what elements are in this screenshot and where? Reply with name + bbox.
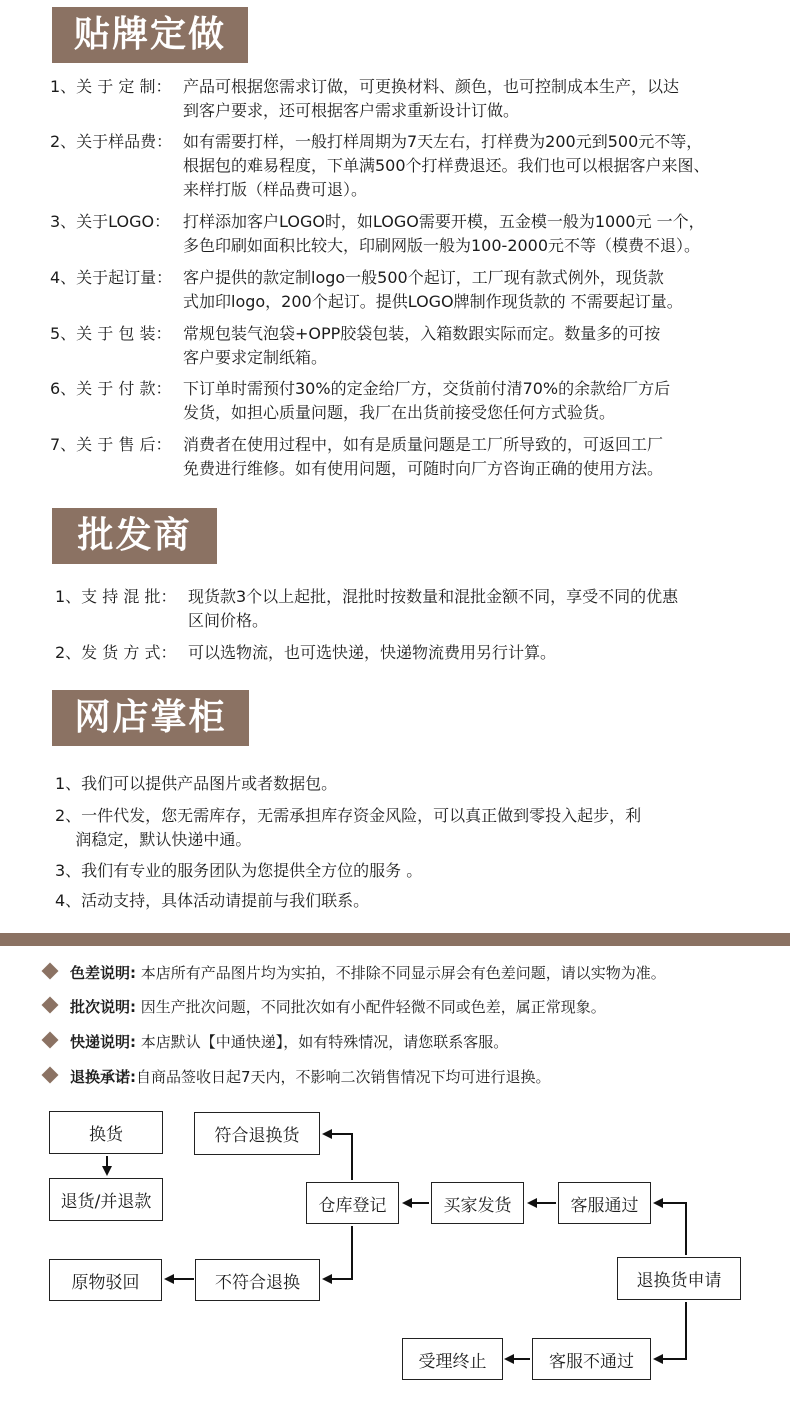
flow-box-exchange: 换货 [49, 1111, 163, 1154]
item-text-line: 到客户要求，还可根据客户需求重新设计订做。 [183, 101, 520, 120]
item-text-line: 区间价格。 [188, 611, 269, 630]
flow-box-not-qualified: 不符合退换 [195, 1259, 320, 1301]
arrow-apply-to-cs-pass [655, 1203, 686, 1255]
item-text-line: 客户提供的款定制logo一般500个起订，工厂现有款式例外，现货款 [183, 268, 664, 287]
flow-box-terminated: 受理终止 [402, 1338, 503, 1380]
item-text-line: 消费者在使用过程中，如有是质量问题是工厂所导致的，可返回工厂 [183, 435, 664, 454]
note-text: 因生产批次问题，不同批次如有小配件轻微不同或色差，属正常现象。 [136, 998, 606, 1016]
note-text: 自商品签收日起7天内，不影响二次销售情况下均可进行退换。 [136, 1068, 551, 1086]
note-label: 快递说明: [70, 1033, 136, 1051]
flow-box-buyer-ship: 买家发货 [431, 1182, 524, 1224]
flow-box-returned: 原物驳回 [49, 1259, 162, 1301]
arrow-warehouse-to-not-qualified [324, 1226, 352, 1279]
flow-box-cs-fail: 客服不通过 [532, 1338, 651, 1380]
flow-box-apply: 退换货申请 [617, 1257, 741, 1300]
section-title-wholesale: 批发商 [52, 508, 217, 564]
item-label: 1、支 持 混 批： [55, 587, 177, 606]
item-text-line: 根据包的难易程度，下单满500个打样费退还。我们也可以根据客户来图、 [183, 156, 710, 175]
item-text-line: 来样打版（样品费可退）。 [183, 180, 368, 199]
item-label: 4、关于起订量： [50, 268, 173, 287]
item-label: 3、关于LOGO： [50, 212, 171, 231]
item-text-line: 多色印刷如面积比较大，印刷网版一般为100-2000元不等（模费不退）。 [183, 236, 701, 255]
item-text-line: 常规包装气泡袋+OPP胶袋包装，入箱数跟实际而定。数量多的可按 [183, 324, 661, 343]
note-text: 本店默认【中通快递】，如有特殊情况，请您联系客服。 [136, 1033, 509, 1051]
flow-box-warehouse: 仓库登记 [306, 1182, 399, 1224]
item-label: 2、关于样品费： [50, 132, 173, 151]
item-text-line: 润稳定，默认快递中通。 [55, 830, 252, 849]
item-text-line: 现货款3个以上起批，混批时按数量和混批金额不同，享受不同的优惠 [188, 587, 679, 606]
item-text-line: 发货，如担心质量问题，我厂在出货前接受您任何方式验货。 [183, 403, 616, 422]
item-text-line: 产品可根据您需求订做，可更换材料、颜色，也可控制成本生产，以达 [183, 77, 680, 96]
item-text-line: 4、活动支持，具体活动请提前与我们联系。 [55, 891, 370, 910]
item-label: 6、关 于 付 款： [50, 379, 172, 398]
section-title-shop: 网店掌柜 [52, 690, 249, 746]
item-text-line: 客户要求定制纸箱。 [183, 348, 328, 367]
item-text-line: 免费进行维修。如有使用问题，可随时向厂方咨询正确的使用方法。 [183, 459, 664, 478]
item-text-line: 2、一件代发，您无需库存，无需承担库存资金风险，可以真正做到零投入起步，利 [55, 806, 642, 825]
item-label: 7、关 于 售 后： [50, 435, 172, 454]
item-text-line: 1、我们可以提供产品图片或者数据包。 [55, 774, 338, 793]
item-text-line: 可以选物流，也可选快递，快递物流费用另行计算。 [188, 643, 557, 662]
item-text-line: 打样添加客户LOGO时，如LOGO需要开模，五金模一般为1000元 一个， [183, 212, 705, 231]
item-text-line: 式加印logo，200个起订。提供LOGO牌制作现货款的 不需要起订量。 [183, 292, 683, 311]
arrow-warehouse-to-qualified [324, 1134, 352, 1180]
item-label: 5、关 于 包 装： [50, 324, 172, 343]
note-label: 色差说明: [70, 964, 136, 982]
item-text-line: 下订单时需预付30%的定金给厂方，交货前付清70%的余款给厂方后 [183, 379, 671, 398]
section-title-custom: 贴牌定做 [52, 7, 248, 63]
arrow-apply-to-cs-fail [655, 1302, 686, 1359]
flow-box-qualified: 符合退换货 [194, 1112, 320, 1155]
item-text-line: 如有需要打样，一般打样周期为7天左右，打样费为200元到500元不等， [183, 132, 703, 151]
item-label: 2、发 货 方 式： [55, 643, 177, 662]
note-label: 批次说明: [70, 998, 136, 1016]
flow-box-cs-pass: 客服通过 [558, 1182, 651, 1224]
note-text: 本店所有产品图片均为实拍，不排除不同显示屏会有色差问题，请以实物为准。 [136, 964, 666, 982]
item-label: 1、关 于 定 制： [50, 77, 172, 96]
item-text-line: 3、我们有专业的服务团队为您提供全方位的服务 。 [55, 861, 423, 880]
note-label: 退换承诺: [70, 1068, 136, 1086]
flow-box-refund: 退货/并退款 [49, 1178, 163, 1221]
